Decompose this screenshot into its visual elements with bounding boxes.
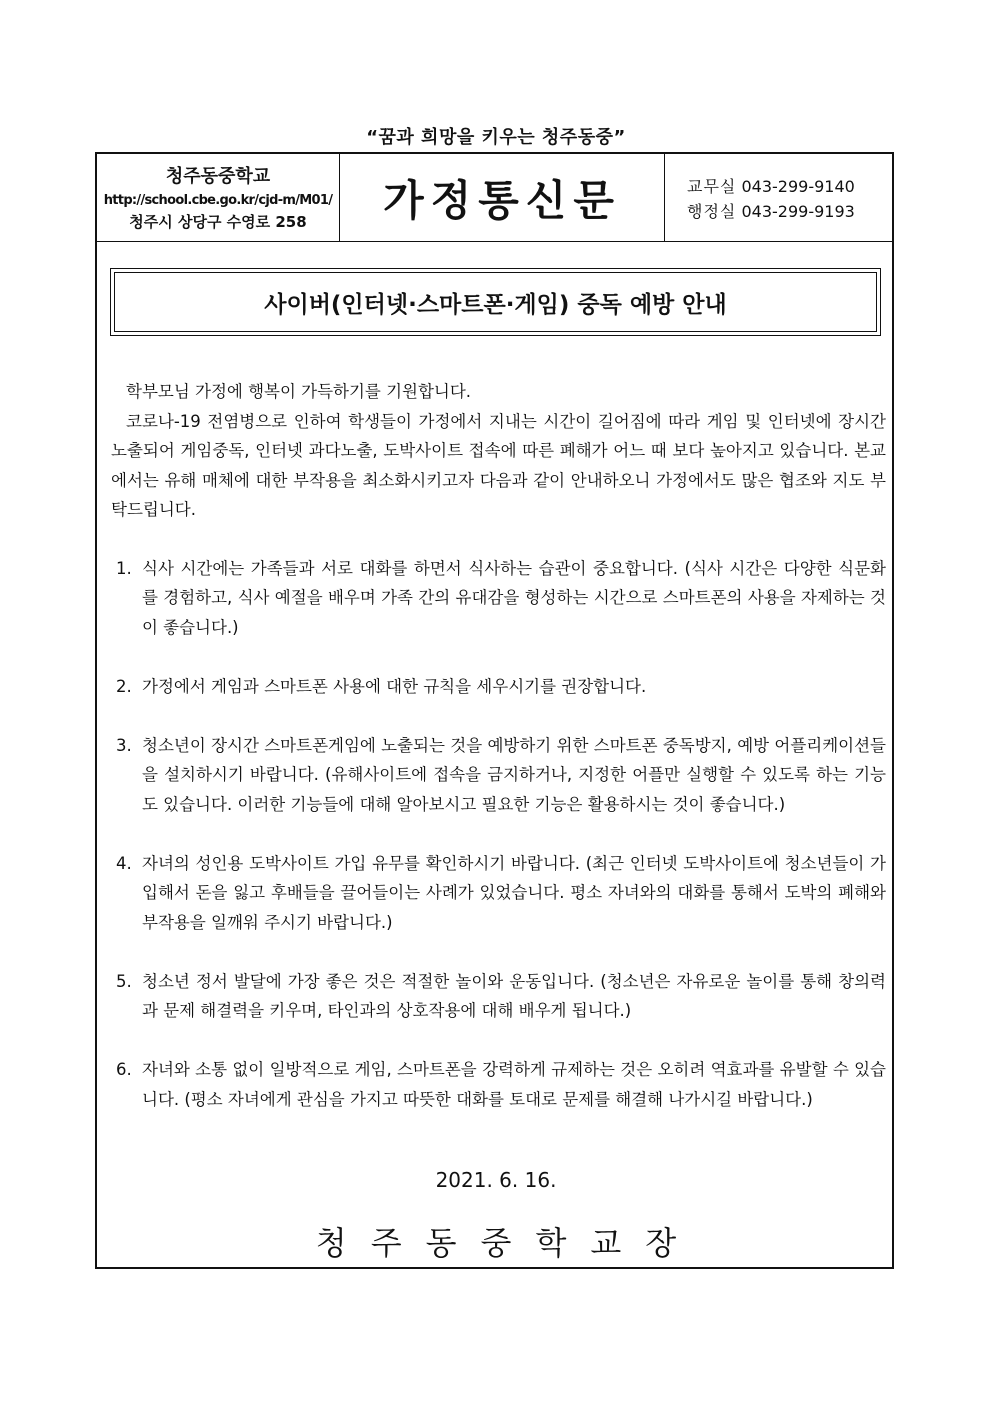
- list-item: [111, 731, 886, 820]
- principal-signature: 청주동중학교장: [315, 1224, 701, 1262]
- item-number: 5.: [116, 971, 132, 991]
- item-text: 가정에서 게임과 스마트폰 사용에 대한 규칙을 세우시기를 권장합니다.: [142, 676, 647, 696]
- intro-paragraph: [111, 407, 886, 525]
- school-name: 청주동중학교: [165, 166, 271, 187]
- motto: “꿈과 희망을 키우는 청주동중”: [366, 127, 626, 148]
- document-title: 가정통신문: [383, 175, 621, 225]
- item-number: 1.: [116, 558, 132, 578]
- notice-frame: [95, 152, 894, 1269]
- contact-label: 교무실: [687, 177, 737, 196]
- item-text: 청소년 정서 발달에 가장 좋은 것은 적절한 놀이와 운동입니다. (청소년은 자유로운 놀이를 통해 창의력과 문제 해결력을 키우며, 타인과의 상호작용에 대해 배우게 됩니다.): [142, 971, 886, 1020]
- contact-label: 행정실: [687, 202, 737, 221]
- school-info: [97, 154, 340, 241]
- subject-title: 사이버(인터넷·스마트폰·게임) 중독 예방 안내: [114, 272, 877, 332]
- item-text: 자녀와 소통 없이 일방적으로 게임, 스마트폰을 강력하게 규제하는 것은 오히려 역효과를 유발할 수 있습니다. (평소 자녀에게 관심을 가지고 따뜻한 대화를 토대로 문제를 해결해 나가시길 바랍니다.): [142, 1060, 886, 1109]
- contact-info: [665, 154, 894, 241]
- subject-box: [110, 268, 881, 336]
- item-text: 청소년이 장시간 스마트폰게임에 노출되는 것을 예방하기 위한 스마트폰 중독방지, 예방 어플리케이션들을 설치하시기 바랍니다. (유해사이트에 접속을 금지하거나, 지정한 어플만 실행할 수 있도록 하는 기능도 있습니다. 이러한 기능들에 대해 알아보시고 필요한 기능은 활용하시는 것이 좋습니다.): [142, 735, 886, 814]
- notice-header: [97, 154, 892, 242]
- item-text: 식사 시간에는 가족들과 서로 대화를 하면서 식사하는 습관이 중요합니다. (식사 시간은 다양한 식문화를 경험하고, 식사 예절을 배우며 가족 간의 유대감을 형성하는 시간으로 스마트폰의 사용을 자제하는 것이 좋습니다.): [142, 558, 886, 637]
- guide-list: [111, 554, 886, 1115]
- item-text: 자녀의 성인용 도박사이트 가입 유무를 확인하시기 바랍니다. (최근 인터넷 도박사이트에 청소년들이 가입해서 돈을 잃고 후배들을 끌어들이는 사례가 있었습니다. 평소 자녀와의 대화를 통해서 도박의 폐해와 부작용을 일깨워 주시기 바랍니다.): [142, 853, 886, 932]
- school-address: 청주시 상당구 수영로 258: [129, 213, 307, 231]
- list-item: [111, 967, 886, 1026]
- item-number: 2.: [116, 676, 132, 696]
- list-item: [111, 554, 886, 643]
- notice-body: [111, 377, 886, 1144]
- contact-phone: 043-299-9193: [741, 202, 855, 221]
- contact-phone: 043-299-9140: [741, 177, 855, 196]
- greeting: 학부모님 가정에 행복이 가득하기를 기원합니다.: [126, 382, 472, 401]
- issue-date: 2021. 6. 16.: [435, 1168, 557, 1192]
- contact-line: [687, 199, 894, 224]
- list-item: [111, 1055, 886, 1114]
- item-number: 6.: [116, 1060, 132, 1079]
- item-number: 3.: [116, 735, 132, 755]
- list-item: [111, 672, 886, 702]
- list-item: [111, 849, 886, 938]
- school-url: http://school.cbe.go.kr/cjd-m/M01/: [103, 193, 333, 208]
- item-number: 4.: [116, 853, 132, 873]
- title-cell: [340, 154, 665, 241]
- contact-line: [687, 174, 894, 199]
- intro-text: 코로나-19 전염병으로 인하여 학생들이 가정에서 지내는 시간이 길어짐에 따라 게임 및 인터넷에 장시간 노출되어 게임중독, 인터넷 과다노출, 도박사이트 접속에 따른 폐해가 어느 때 보다 높아지고 있습니다. 본교에서는 유해 매체에 대한 부작용을 최소화시키고자 다음과 같이 안내하오니 가정에서도 많은 협조와 지도 부탁드립니다.: [111, 411, 886, 519]
